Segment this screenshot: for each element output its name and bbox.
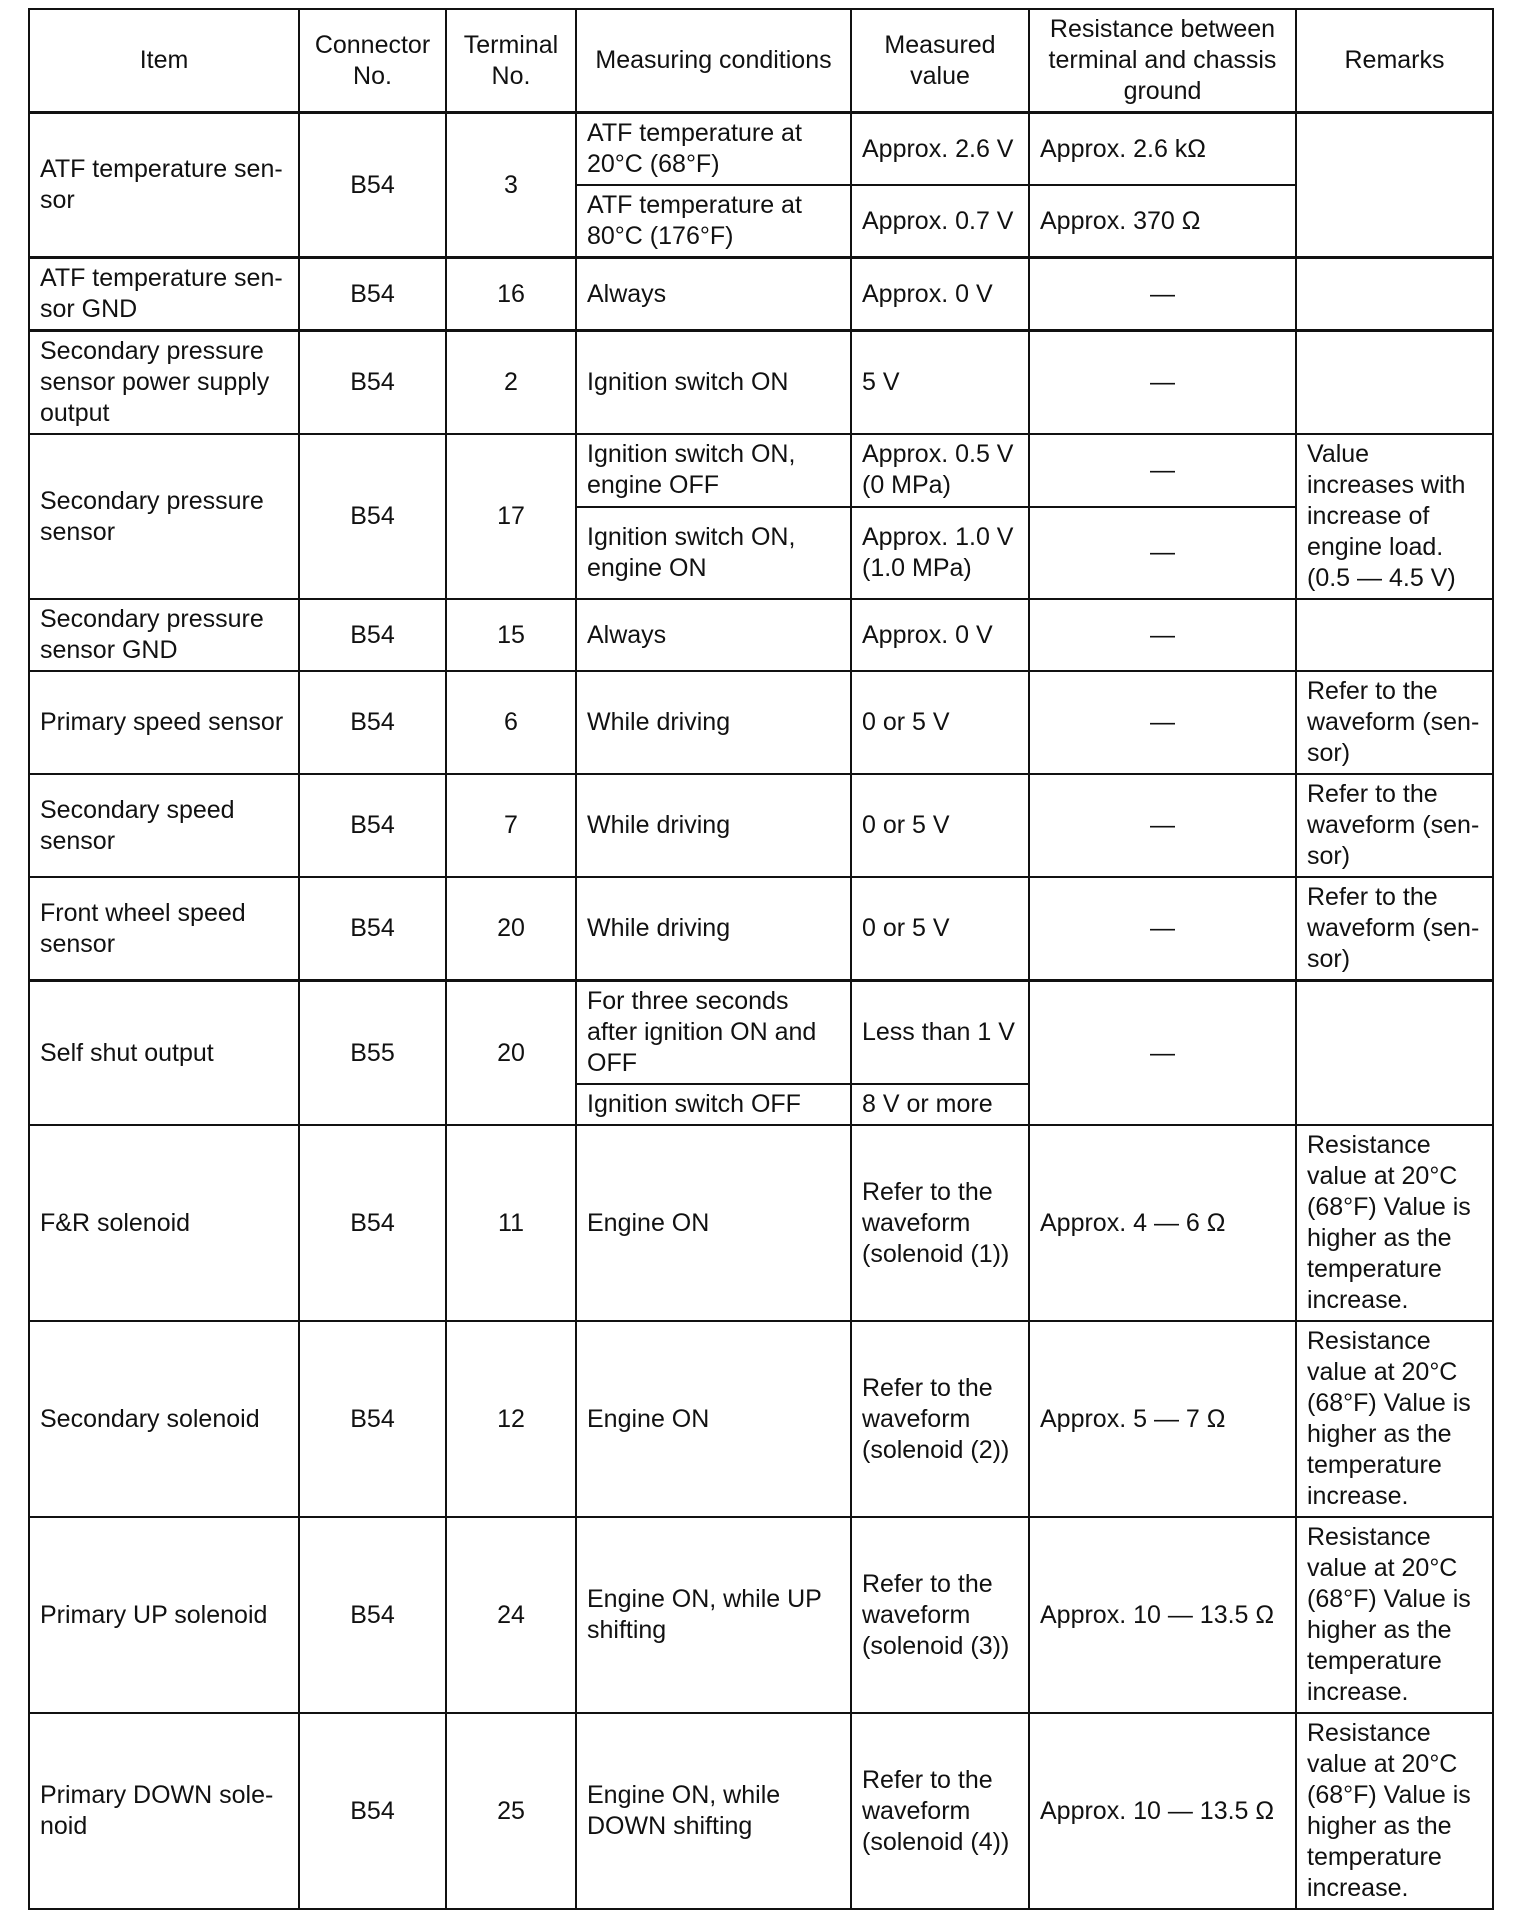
header-row [29,9,1493,113]
connector-cell: B54 [299,1321,446,1517]
remarks-cell: Resistance value at 20°C (68°F) Value is higher as the temperature increase. [1296,1713,1493,1909]
condition-cell: Engine ON [576,1125,851,1321]
measured-cell: Approx. 0 V [851,599,1029,671]
item-cell: Secondary speed sensor [29,774,299,877]
remarks-cell: Refer to the waveform (sen- sor) [1296,671,1493,774]
condition-cell: Always [576,599,851,671]
table-row [29,981,1493,1085]
condition-cell: Engine ON [576,1321,851,1517]
measured-cell: 8 V or more [851,1084,1029,1125]
connector-cell: B54 [299,877,446,981]
measured-cell: Approx. 1.0 V (1.0 MPa) [851,507,1029,599]
resistance-cell: — [1029,331,1296,435]
resistance-cell: Approx. 5 — 7 Ω [1029,1321,1296,1517]
resistance-cell: Approx. 370 Ω [1029,185,1296,258]
connector-cell: B54 [299,434,446,599]
measured-cell: 0 or 5 V [851,671,1029,774]
condition-cell: ATF temperature at 80°C (176°F) [576,185,851,258]
connector-cell: B54 [299,331,446,435]
table-row [29,877,1493,981]
remarks-cell: Refer to the waveform (sen- sor) [1296,774,1493,877]
terminal-cell: 15 [446,599,576,671]
resistance-cell: Approx. 10 — 13.5 Ω [1029,1713,1296,1909]
table-row [29,113,1493,186]
condition-cell: While driving [576,671,851,774]
terminal-cell: 24 [446,1517,576,1713]
table-row [29,434,1493,507]
measured-cell: Approx. 2.6 V [851,113,1029,186]
resistance-cell: Approx. 10 — 13.5 Ω [1029,1517,1296,1713]
table-row [29,774,1493,877]
terminal-cell: 7 [446,774,576,877]
remarks-cell: Resistance value at 20°C (68°F) Value is higher as the temperature increase. [1296,1125,1493,1321]
table-row [29,1517,1493,1713]
remarks-cell: Refer to the waveform (sen- sor) [1296,877,1493,981]
condition-cell: While driving [576,877,851,981]
table-row [29,671,1493,774]
measured-cell: 0 or 5 V [851,877,1029,981]
item-cell: Self shut output [29,981,299,1126]
resistance-cell: — [1029,877,1296,981]
condition-cell: Always [576,258,851,331]
condition-cell: Engine ON, while DOWN shifting [576,1713,851,1909]
measured-cell: Refer to the waveform (solenoid (1)) [851,1125,1029,1321]
terminal-cell: 12 [446,1321,576,1517]
connector-cell: B54 [299,599,446,671]
item-cell: F&R solenoid [29,1125,299,1321]
header-resistance: Resistance between terminal and chassis ground [1029,9,1296,113]
item-cell: Primary UP solenoid [29,1517,299,1713]
connector-cell: B54 [299,1713,446,1909]
measured-cell: Approx. 0.5 V (0 MPa) [851,434,1029,507]
item-cell: Secondary pressure sensor GND [29,599,299,671]
terminal-cell: 16 [446,258,576,331]
resistance-cell: — [1029,258,1296,331]
table-row [29,1713,1493,1909]
measured-cell: Refer to the waveform (solenoid (3)) [851,1517,1029,1713]
table-row [29,599,1493,671]
condition-cell: Ignition switch ON [576,331,851,435]
terminal-cell: 17 [446,434,576,599]
item-cell: Primary DOWN sole- noid [29,1713,299,1909]
resistance-cell: Approx. 2.6 kΩ [1029,113,1296,186]
item-cell: Primary speed sensor [29,671,299,774]
connector-cell: B55 [299,981,446,1126]
measured-cell: 5 V [851,331,1029,435]
resistance-cell: — [1029,434,1296,507]
measured-cell: Refer to the waveform (solenoid (4)) [851,1713,1029,1909]
item-cell: ATF temperature sen- sor GND [29,258,299,331]
measured-cell: Approx. 0 V [851,258,1029,331]
connector-cell: B54 [299,1125,446,1321]
header-conditions: Measuring conditions [576,9,851,113]
connector-cell: B54 [299,113,446,258]
item-cell: ATF temperature sen- sor [29,113,299,258]
measured-cell: Less than 1 V [851,981,1029,1085]
item-cell: Secondary pressure sensor power supply output [29,331,299,435]
header-measured: Measured value [851,9,1029,113]
item-cell: Secondary solenoid [29,1321,299,1517]
terminal-cell: 11 [446,1125,576,1321]
resistance-cell: — [1029,671,1296,774]
resistance-cell: Approx. 4 — 6 Ω [1029,1125,1296,1321]
table-row [29,1125,1493,1321]
measured-cell: Approx. 0.7 V [851,185,1029,258]
connector-cell: B54 [299,774,446,877]
remarks-cell [1296,981,1493,1126]
table-row [29,258,1493,331]
terminal-cell: 3 [446,113,576,258]
condition-cell: ATF temperature at 20°C (68°F) [576,113,851,186]
resistance-cell: — [1029,507,1296,599]
terminal-cell: 2 [446,331,576,435]
item-cell: Front wheel speed sensor [29,877,299,981]
table-row [29,1321,1493,1517]
header-connector: Connector No. [299,9,446,113]
resistance-cell: — [1029,981,1296,1126]
resistance-cell: — [1029,599,1296,671]
table-row [29,331,1493,435]
remarks-cell [1296,258,1493,331]
terminal-cell: 20 [446,877,576,981]
header-remarks: Remarks [1296,9,1493,113]
remarks-cell [1296,599,1493,671]
remarks-cell: Resistance value at 20°C (68°F) Value is higher as the temperature increase. [1296,1321,1493,1517]
terminal-cell: 20 [446,981,576,1126]
header-item: Item [29,9,299,113]
condition-cell: Ignition switch ON, engine ON [576,507,851,599]
connector-cell: B54 [299,671,446,774]
remarks-cell: Resistance value at 20°C (68°F) Value is higher as the temperature increase. [1296,1517,1493,1713]
connector-cell: B54 [299,258,446,331]
measured-cell: Refer to the waveform (solenoid (2)) [851,1321,1029,1517]
condition-cell: While driving [576,774,851,877]
condition-cell: Ignition switch OFF [576,1084,851,1125]
condition-cell: Ignition switch ON, engine OFF [576,434,851,507]
terminal-cell: 25 [446,1713,576,1909]
resistance-cell: — [1029,774,1296,877]
remarks-cell [1296,331,1493,435]
condition-cell: Engine ON, while UP shifting [576,1517,851,1713]
remarks-cell: Value increases with increase of engine load. (0.5 — 4.5 V) [1296,434,1493,599]
remarks-cell [1296,113,1493,258]
terminal-spec-table [28,8,1494,1910]
item-cell: Secondary pressure sensor [29,434,299,599]
measured-cell: 0 or 5 V [851,774,1029,877]
connector-cell: B54 [299,1517,446,1713]
header-terminal: Terminal No. [446,9,576,113]
condition-cell: For three seconds after ignition ON and OFF [576,981,851,1085]
terminal-cell: 6 [446,671,576,774]
